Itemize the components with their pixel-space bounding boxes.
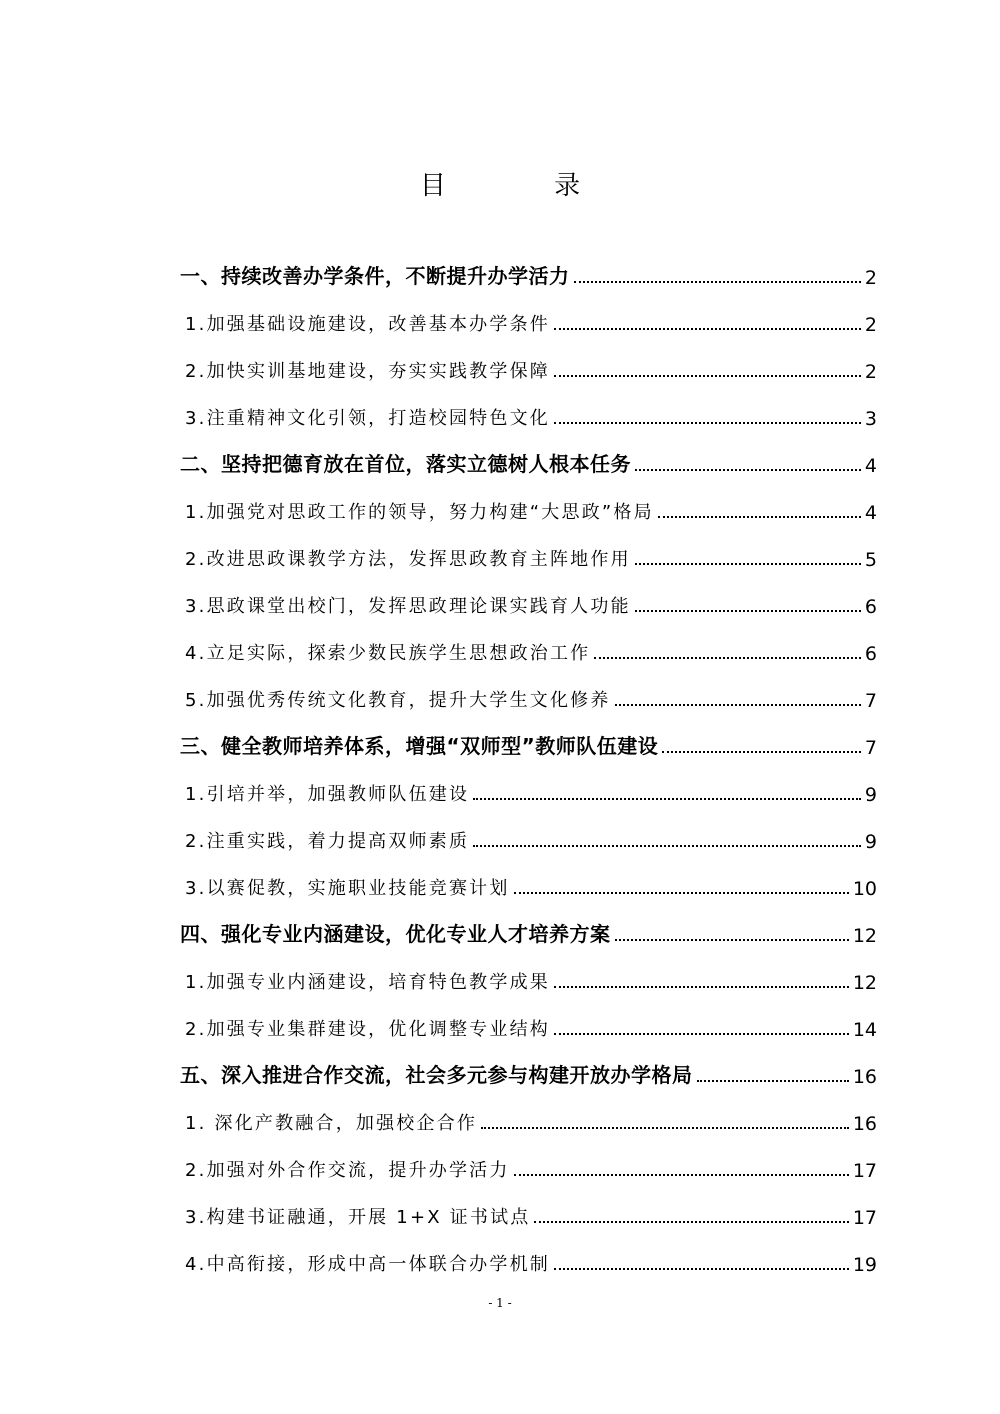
toc-entry-title: 2.加强专业集群建设，优化调整专业结构 <box>185 1019 550 1040</box>
toc-entry-title: 3.构建书证融通，开展 1+X 证书试点 <box>185 1207 531 1228</box>
toc-section-entry[interactable] <box>180 438 877 485</box>
toc-dot-leader <box>574 280 861 283</box>
toc-subsection-entry[interactable] <box>180 861 877 908</box>
toc-page-number: 2 <box>864 267 877 289</box>
toc-subsection-entry[interactable] <box>180 626 877 673</box>
toc-dot-leader <box>635 468 861 471</box>
toc-dot-leader <box>615 938 849 941</box>
toc-dot-leader <box>662 750 861 753</box>
toc-page-number: 16 <box>852 1113 877 1135</box>
page-number-footer: - 1 - <box>488 1296 512 1310</box>
toc-entry-title: 一、持续改善办学条件，不断提升办学活力 <box>180 264 570 288</box>
toc-entry-title: 3.注重精神文化引领，打造校园特色文化 <box>185 408 550 429</box>
toc-dot-leader <box>635 562 861 565</box>
toc-page-number: 5 <box>864 549 877 571</box>
toc-subsection-entry[interactable] <box>180 1237 877 1284</box>
toc-entry-title: 2.加快实训基地建设，夯实实践教学保障 <box>185 361 550 382</box>
toc-section-entry[interactable] <box>180 250 877 297</box>
toc-entry-title: 3.思政课堂出校门，发挥思政理论课实践育人功能 <box>185 596 631 617</box>
toc-subsection-entry[interactable] <box>180 532 877 579</box>
toc-subsection-entry[interactable] <box>180 297 877 344</box>
toc-section-entry[interactable] <box>180 720 877 767</box>
toc-dot-leader <box>514 891 849 894</box>
toc-subsection-entry[interactable] <box>180 1143 877 1190</box>
toc-subsection-entry[interactable] <box>180 344 877 391</box>
toc-dot-leader <box>635 609 861 612</box>
toc-page-number: 17 <box>852 1207 877 1229</box>
toc-page-number: 4 <box>864 455 877 477</box>
toc-page-number: 9 <box>864 784 877 806</box>
toc-entry-title: 1.引培并举，加强教师队伍建设 <box>185 784 470 805</box>
toc-entry-title: 4.立足实际，探索少数民族学生思想政治工作 <box>185 643 591 664</box>
toc-dot-leader <box>594 656 861 659</box>
toc-subsection-entry[interactable] <box>180 767 877 814</box>
toc-entry-title: 2.加强对外合作交流，提升办学活力 <box>185 1160 510 1181</box>
toc-page-number: 14 <box>852 1019 877 1041</box>
toc-dot-leader <box>554 374 861 377</box>
toc-dot-leader <box>658 515 861 518</box>
toc-entry-title: 5.加强优秀传统文化教育，提升大学生文化修养 <box>185 690 611 711</box>
toc-entry-title: 1.加强专业内涵建设，培育特色教学成果 <box>185 972 550 993</box>
toc-entry-title: 四、强化专业内涵建设，优化专业人才培养方案 <box>180 922 611 946</box>
toc-page-number: 7 <box>864 737 877 759</box>
toc-entry-title: 3.以赛促教，实施职业技能竞赛计划 <box>185 878 510 899</box>
toc-dot-leader <box>697 1079 849 1082</box>
toc-page-number: 9 <box>864 831 877 853</box>
toc-dot-leader <box>534 1220 848 1223</box>
toc-section-entry[interactable] <box>180 908 877 955</box>
toc-subsection-entry[interactable] <box>180 485 877 532</box>
toc-page-number: 2 <box>864 314 877 336</box>
toc-page-number: 3 <box>864 408 877 430</box>
toc-entry-title: 1.加强党对思政工作的领导，努力构建“大思政”格局 <box>185 502 654 523</box>
toc-entry-title: 1.加强基础设施建设，改善基本办学条件 <box>185 314 550 335</box>
toc-dot-leader <box>473 844 861 847</box>
toc-entry-title: 二、坚持把德育放在首位，落实立德树人根本任务 <box>180 452 631 476</box>
toc-subsection-entry[interactable] <box>180 955 877 1002</box>
toc-page-number: 7 <box>864 690 877 712</box>
toc-subsection-entry[interactable] <box>180 673 877 720</box>
toc-entry-title: 三、健全教师培养体系，增强“双师型”教师队伍建设 <box>180 734 659 758</box>
toc-page-number: 19 <box>852 1254 877 1276</box>
toc-page-number: 16 <box>852 1066 877 1088</box>
page-title: 目 录 <box>419 171 631 201</box>
toc-dot-leader <box>514 1173 849 1176</box>
toc-dot-leader <box>481 1126 849 1129</box>
toc-subsection-entry[interactable] <box>180 1096 877 1143</box>
toc-dot-leader <box>554 985 849 988</box>
toc-subsection-entry[interactable] <box>180 1190 877 1237</box>
toc-entry-title: 1. 深化产教融合，加强校企合作 <box>185 1113 478 1134</box>
toc-page-number: 17 <box>852 1160 877 1182</box>
table-of-contents <box>180 250 877 1284</box>
toc-page-number: 10 <box>852 878 877 900</box>
toc-entry-title: 2.改进思政课教学方法，发挥思政教育主阵地作用 <box>185 549 631 570</box>
toc-subsection-entry[interactable] <box>180 579 877 626</box>
toc-subsection-entry[interactable] <box>180 814 877 861</box>
toc-subsection-entry[interactable] <box>180 391 877 438</box>
toc-page-number: 6 <box>864 643 877 665</box>
toc-entry-title: 五、深入推进合作交流，社会多元参与构建开放办学格局 <box>180 1063 693 1087</box>
toc-dot-leader <box>615 703 861 706</box>
toc-page-number: 4 <box>864 502 877 524</box>
toc-dot-leader <box>554 1032 849 1035</box>
toc-page-number: 12 <box>852 972 877 994</box>
toc-section-entry[interactable] <box>180 1049 877 1096</box>
toc-entry-title: 4.中高衔接，形成中高一体联合办学机制 <box>185 1254 550 1275</box>
toc-dot-leader <box>554 421 861 424</box>
toc-entry-title: 2.注重实践，着力提高双师素质 <box>185 831 470 852</box>
toc-subsection-entry[interactable] <box>180 1002 877 1049</box>
toc-dot-leader <box>473 797 861 800</box>
toc-dot-leader <box>554 1267 849 1270</box>
toc-page-number: 12 <box>852 925 877 947</box>
toc-dot-leader <box>554 327 861 330</box>
toc-page-number: 6 <box>864 596 877 618</box>
toc-page-number: 2 <box>864 361 877 383</box>
